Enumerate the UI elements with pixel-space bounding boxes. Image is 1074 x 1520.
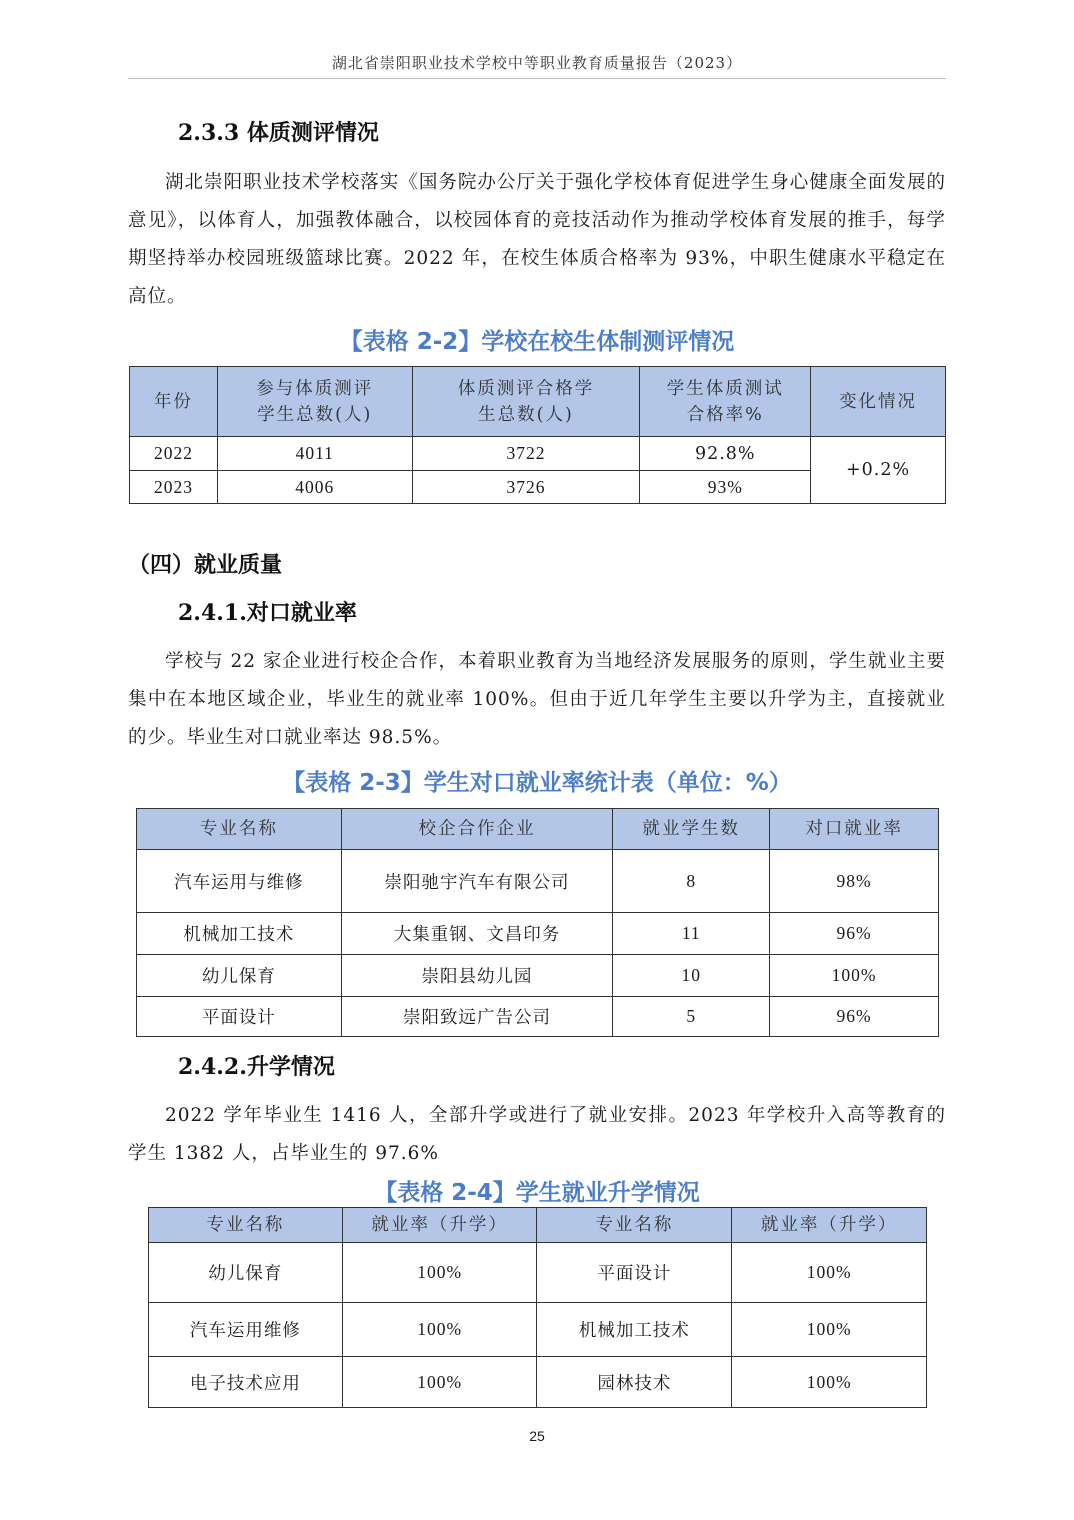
table-row — [137, 997, 939, 1037]
table-2-3-caption: 【表格 2-3】学生对口就业率统计表（单位：%） — [282, 770, 792, 796]
table-cell: 机械加工技术 — [137, 913, 342, 955]
header-cell: 专业名称 — [537, 1208, 732, 1243]
table-cell: 100% — [732, 1243, 927, 1303]
table-cell: 崇阳驰宇汽车有限公司 — [341, 850, 613, 913]
table-cell: 大集重钢、文昌印务 — [341, 913, 613, 955]
table-cell: 崇阳致远广告公司 — [341, 997, 613, 1037]
table-row — [137, 850, 939, 913]
header-cell: 年份 — [130, 367, 218, 437]
table-cell: 幼儿保育 — [149, 1243, 343, 1303]
table-row — [149, 1357, 927, 1408]
header-cell: 专业名称 — [149, 1208, 343, 1243]
table-cell: 平面设计 — [537, 1243, 732, 1303]
header-cell: 对口就业率 — [770, 809, 939, 850]
table-cell: 平面设计 — [137, 997, 342, 1037]
section-title-2-4-2: 2.4.2.升学情况 — [178, 1054, 335, 1080]
table-2-4-caption: 【表格 2-4】学生就业升学情况 — [374, 1180, 700, 1206]
header-cell: 参与体质测评学生总数(人) — [217, 367, 412, 437]
table-cell: 3726 — [412, 471, 640, 504]
table-cell: 汽车运用维修 — [149, 1303, 343, 1357]
change-cell: +0.2% — [811, 437, 946, 504]
table-cell: 100% — [732, 1357, 927, 1408]
header-cell: 就业率（升学） — [732, 1208, 927, 1243]
table-header-row — [130, 367, 946, 437]
table-cell: 96% — [770, 913, 939, 955]
table-cell: 2022 — [130, 437, 218, 471]
table-cell: 93% — [640, 471, 811, 504]
table-cell: 100% — [770, 955, 939, 997]
table-cell: 园林技术 — [537, 1357, 732, 1408]
header-cell: 体质测评合格学生总数(人) — [412, 367, 640, 437]
section-2-4-1-paragraph: 学校与 22 家企业进行校企合作，本着职业教育为当地经济发展服务的原则，学生就业主要集中在本地区域企业，毕业生的就业率 100%。但由于近几年学生主要以升学为主，直接就业的少。毕业生对口就业率达 98.5%。 — [128, 651, 946, 748]
section-2-4-2-paragraph: 2022 学年毕业生 1416 人，全部升学或进行了就业安排。2023 年学校升入高等教育的学生 1382 人，占毕业生的 97.6% — [128, 1105, 946, 1164]
header-divider — [128, 78, 946, 79]
table-row — [149, 1303, 927, 1357]
header-cell: 学生体质测试合格率% — [640, 367, 811, 437]
header-cell: 专业名称 — [137, 809, 342, 850]
table-cell: 100% — [342, 1357, 537, 1408]
section-title-2-4-1: 2.4.1.对口就业率 — [178, 600, 357, 626]
table-row — [137, 955, 939, 997]
table-2-2 — [129, 366, 946, 504]
table-cell: 5 — [613, 997, 770, 1037]
table-2-2-caption: 【表格 2-2】学校在校生体制测评情况 — [339, 329, 735, 355]
table-cell: 2023 — [130, 471, 218, 504]
table-cell: 幼儿保育 — [137, 955, 342, 997]
header-cell: 就业率（升学） — [342, 1208, 537, 1243]
table-row — [137, 913, 939, 955]
header-cell: 就业学生数 — [613, 809, 770, 850]
table-cell: 汽车运用与维修 — [137, 850, 342, 913]
table-2-3 — [136, 808, 939, 1037]
table-cell: 100% — [732, 1303, 927, 1357]
table-2-4 — [148, 1207, 927, 1408]
table-cell: 机械加工技术 — [537, 1303, 732, 1357]
table-cell: 8 — [613, 850, 770, 913]
table-cell: 98% — [770, 850, 939, 913]
table-cell: 96% — [770, 997, 939, 1037]
page-header: 湖北省崇阳职业技术学校中等职业教育质量报告（2023） — [331, 54, 743, 72]
section-title-employment-quality: （四）就业质量 — [128, 552, 283, 578]
table-header-row — [137, 809, 939, 850]
table-cell: 10 — [613, 955, 770, 997]
header-cell: 变化情况 — [811, 367, 946, 437]
table-cell: 11 — [613, 913, 770, 955]
table-cell: 92.8% — [640, 437, 811, 471]
table-cell: 4006 — [217, 471, 412, 504]
table-cell: 3722 — [412, 437, 640, 471]
table-cell: 100% — [342, 1303, 537, 1357]
page-number: 25 — [529, 1428, 545, 1444]
header-cell: 校企合作企业 — [341, 809, 613, 850]
table-cell: 4011 — [217, 437, 412, 471]
table-cell: 崇阳县幼儿园 — [341, 955, 613, 997]
table-row — [149, 1243, 927, 1303]
table-cell: 100% — [342, 1243, 537, 1303]
table-row — [130, 437, 946, 471]
table-cell: 电子技术应用 — [149, 1357, 343, 1408]
section-title-2-3-3: 2.3.3 体质测评情况 — [178, 120, 379, 146]
section-2-3-3-paragraph: 湖北崇阳职业技术学校落实《国务院办公厅关于强化学校体育促进学生身心健康全面发展的意见》，以体育人，加强教体融合，以校园体育的竞技活动作为推动学校体育发展的推手，每学期坚持举办校园班级篮球比赛。2022 年，在校生体质合格率为 93%，中职生健康水平稳定在高位。 — [128, 172, 946, 307]
table-header-row — [149, 1208, 927, 1243]
